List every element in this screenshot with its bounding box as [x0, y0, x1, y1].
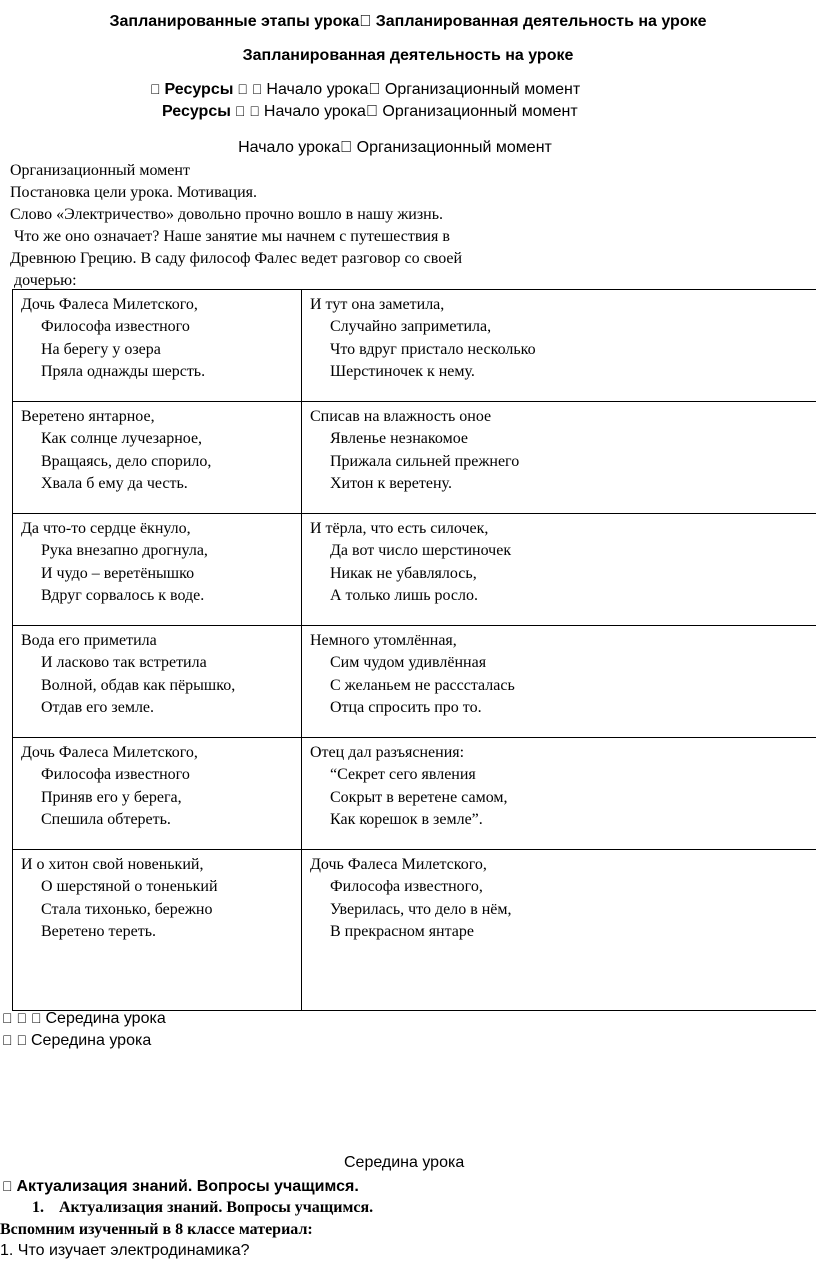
item-text: Актуализация знаний. Вопросы учащимся.	[59, 1199, 374, 1216]
poem-line: Философа известного,	[330, 878, 483, 896]
middle-heading: Середина урока	[344, 1154, 465, 1171]
lesson-start-line: Начало урока Организационный момент	[244, 139, 546, 156]
poem-line: О шерстяной о тоненький	[41, 878, 218, 896]
poem-line: И чудо – веретёнышко	[41, 564, 195, 582]
intro-line: дочерью:	[10, 272, 77, 289]
poem-line: И ласково так встретила	[41, 654, 207, 672]
poem-row	[13, 290, 816, 402]
intro-line: Слово «Электричество» довольно прочно вошло в нашу жизнь.	[10, 206, 443, 223]
poem-row	[13, 850, 816, 1011]
poem-line: Как солнце лучезарное,	[41, 430, 203, 448]
poem-line: Вращаясь, дело спорило,	[41, 452, 212, 470]
poem-stanza	[13, 402, 302, 514]
poem-line: Стала тихонько, бережно	[41, 900, 213, 918]
poem-line: С желаньем не расссталась	[330, 676, 515, 694]
poem-line: Дочь Фалеса Милетского,	[310, 856, 487, 873]
poem-line: Отдав его земле.	[41, 699, 155, 717]
box-bullet-icon	[237, 79, 248, 99]
header-subtitle-line: Запланированная деятельность на уроке	[242, 47, 574, 64]
poem-line: Что вдруг пристало несколько	[330, 340, 536, 358]
box-bullet-icon	[31, 1008, 42, 1028]
intro-line: Организационный момент	[10, 162, 190, 179]
poem-line: Дочь Фалеса Милетского,	[21, 296, 198, 313]
question-1: 1. Что изучает электродинамика?	[0, 1242, 250, 1259]
actualization-text: Актуализация знаний. Вопросы учащимся.	[6, 1177, 349, 1194]
resources-line-1	[150, 79, 580, 100]
resources-rest: Начало урока Организационный момент	[234, 80, 537, 97]
middle-line-1	[2, 1008, 166, 1029]
poem-line: Приняв его у берега,	[41, 788, 182, 806]
poem-stanza	[302, 626, 816, 738]
poem-line: Сокрыт в веретене самом,	[330, 788, 508, 806]
poem-line: Сим чудом удивлённая	[330, 654, 487, 672]
intro-line: Постановка цели урока. Мотивация.	[10, 184, 258, 201]
poem-line: Да что-то сердце ёкнуло,	[21, 520, 191, 537]
poem-line: Отец дал разъяснения:	[310, 744, 465, 761]
resources-label: Ресурсы	[154, 81, 223, 98]
poem-line: А только лишь росло.	[330, 587, 479, 605]
poem-line: Хвала б ему да честь.	[41, 475, 188, 493]
poem-line: Рука внезапно дрогнула,	[41, 542, 208, 560]
recall-line: Вспомним изученный в 8 классе материал:	[0, 1221, 313, 1238]
poem-line: “Секрет сего явления	[330, 766, 476, 784]
poem-stanza	[302, 290, 816, 402]
poem-row	[13, 402, 816, 514]
poem-line: Веретено тереть.	[41, 923, 157, 941]
item-number: 1.	[32, 1199, 44, 1216]
poem-line: Пряла однажды шерсть.	[41, 363, 206, 381]
box-bullet-icon	[249, 101, 260, 121]
poem-stanza	[13, 626, 302, 738]
poem-line: И тут она заметила,	[310, 296, 445, 313]
middle-label: Середина урока	[14, 1009, 135, 1026]
poem-row	[13, 514, 816, 626]
poem-line: Спешила обтереть.	[41, 811, 171, 829]
poem-stanza	[302, 402, 816, 514]
poem-row	[13, 626, 816, 738]
resources-label: Ресурсы	[162, 103, 231, 120]
actualization-bullet-line	[2, 1176, 359, 1197]
box-bullet-icon	[17, 1030, 28, 1050]
poem-stanza	[13, 514, 302, 626]
poem-line: И тёрла, что есть силочек,	[310, 520, 489, 537]
poem-line: Никак не убавлялось,	[330, 564, 477, 582]
poem-line: И о хитон свой новенький,	[21, 856, 204, 873]
poem-line: Немного утомлённая,	[310, 632, 457, 649]
poem-stanza	[302, 850, 816, 1011]
box-bullet-icon	[252, 79, 263, 99]
poem-line: Вода его приметила	[21, 632, 157, 649]
poem-line: Вдруг сорвалось к воде.	[41, 587, 205, 605]
poem-table	[12, 289, 816, 1011]
poem-line: Хитон к веретену.	[330, 475, 452, 493]
poem-stanza	[13, 290, 302, 402]
poem-line: Философа известного	[41, 766, 190, 784]
middle-line-2	[2, 1030, 151, 1051]
poem-line: Списав на влажность оное	[310, 408, 492, 425]
box-bullet-icon	[2, 1176, 13, 1196]
poem-line: Прижала сильней прежнего	[330, 452, 520, 470]
poem-row	[13, 738, 816, 850]
poem-line: Отца спросить про то.	[330, 699, 482, 717]
poem-line: В прекрасном янтаре	[330, 923, 475, 941]
poem-line: Веретено янтарное,	[21, 408, 155, 425]
middle-label: Середина урока	[10, 1031, 131, 1048]
resources-line-2	[162, 101, 578, 122]
intro-line: Древнюю Грецию. В саду философ Фалес ведет разговор со своей	[10, 250, 463, 267]
resources-rest: Начало урока Организационный момент	[242, 102, 545, 119]
numbered-item	[32, 1198, 373, 1218]
box-bullet-icon	[150, 79, 161, 99]
box-bullet-icon	[2, 1030, 13, 1050]
poem-line: Шерстиночек к нему.	[330, 363, 475, 381]
poem-line: Дочь Фалеса Милетского,	[21, 744, 198, 761]
poem-line: Волной, обдав как пёрышко,	[41, 676, 236, 694]
poem-stanza	[302, 738, 816, 850]
header-title-line: Запланированные этапы урока Запланированная деятельность на уроке	[115, 13, 701, 30]
box-bullet-icon	[235, 101, 246, 121]
poem-stanza	[302, 514, 816, 626]
box-bullet-icon	[17, 1008, 28, 1028]
poem-stanza	[13, 738, 302, 850]
poem-line: Уверилась, что дело в нём,	[330, 900, 512, 918]
poem-line: Явленье незнакомое	[330, 430, 468, 448]
poem-line: Да вот число шерстиночек	[330, 542, 512, 560]
intro-line: Что же оно означает? Наше занятие мы начнем с путешествия в	[10, 228, 450, 245]
poem-line: Философа известного	[41, 318, 190, 336]
poem-stanza	[13, 850, 302, 1011]
poem-line: На берегу у озера	[41, 340, 161, 358]
box-bullet-icon	[2, 1008, 13, 1028]
poem-line: Как корешок в земле”.	[330, 811, 483, 829]
poem-line: Случайно заприметила,	[330, 318, 492, 336]
